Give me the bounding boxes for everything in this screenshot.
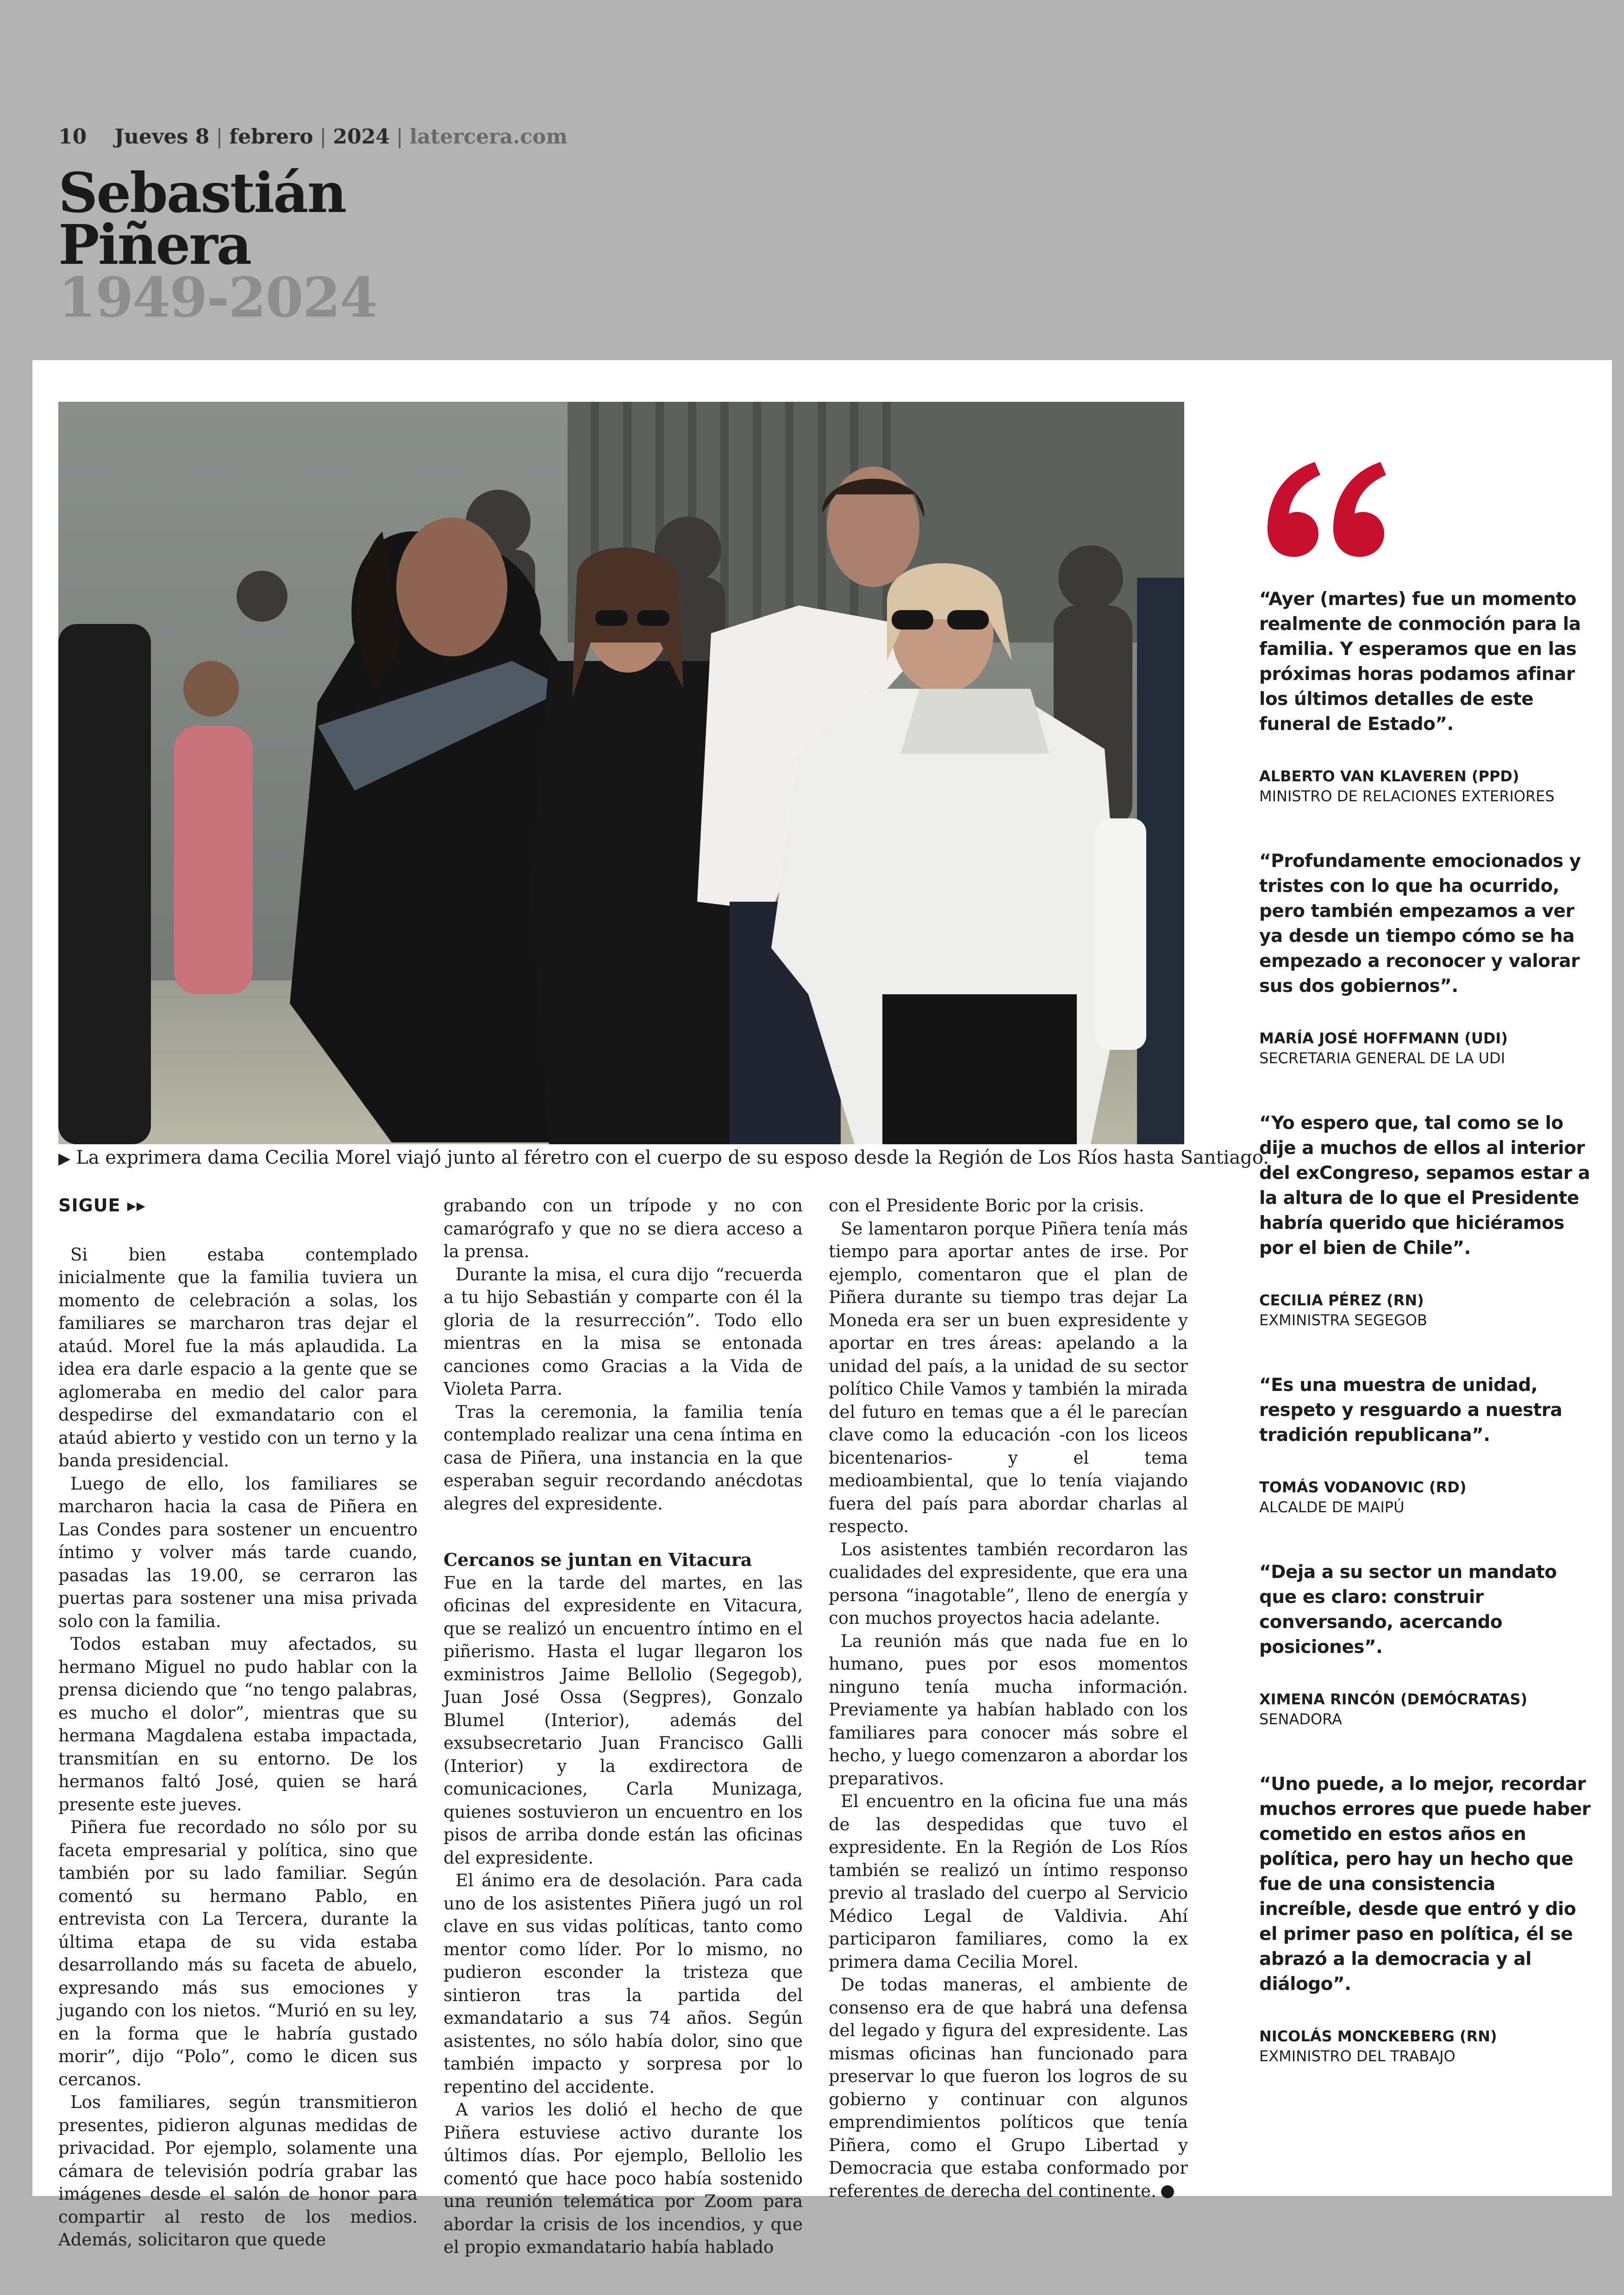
paragraph: Si bien estaba contemplado inicialmente que la familia tuviera un momento de celebración a solas, los familiares se marcharon tras dejar el ataúd. Morel fue la más aplaudida. La idea era darle espacio a la gente que se aglomeraba en medio del calor para despedirse del exmandatario con el ataúd abierto y vestido con un terno y la banda presidencial.	[58, 1244, 418, 1471]
paragraph: Fue en la tarde del martes, en las oficinas del expresidente en Vitacura, que se realizó un encuentro íntimo en el piñerismo. Hasta el lugar llegaron los exministros Jaime Bellolio (Segegob), Juan José Ossa (Segpres), Gonzalo Blumel (Interior), además del exsubsecretario Juan Francisco Galli (Interior) y la exdirectora de comunicaciones, Carla Munizaga, quienes sostuvieron un encuentro en los pisos de arriba donde están las oficinas del expresidente.	[443, 1572, 803, 1868]
folio-line: 10 Jueves 8 | febrero | 2024 | latercera.com	[58, 125, 568, 149]
quote-role: SECRETARIA GENERAL DE LA UDI	[1259, 1049, 1505, 1067]
photo-illustration	[58, 402, 1184, 1144]
paragraph: La reunión más que nada fue en lo humano, pues por esos momentos ninguno tenía mucha información. Previamente ya habían hablado con los familiares para conocer más sobre el hecho, y luego comenzaron a abordar los preparativos.	[829, 1631, 1188, 1789]
end-mark-icon	[1161, 2185, 1174, 2198]
headline-years: 1949-2024	[58, 265, 377, 330]
quote-author: CECILIA PÉREZ (RN)	[1259, 1291, 1424, 1309]
article-column-1	[58, 1194, 418, 2250]
quote-block	[1259, 1560, 1593, 1730]
article-column-2	[443, 1194, 803, 2257]
paragraph: Todos estaban muy afectados, su hermano Miguel no pudo hablar con la prensa diciendo que “no tengo palabras, es mucho el dolor”, mientras que su hermana Magdalena estaba impactada, transmitían en su entorno. De los hermanos faltó José, quien se hará presente este jueves.	[58, 1634, 418, 1815]
paragraph: Durante la misa, el cura dijo “recuerda a tu hijo Sebastián y comparte con él la gloria de la resurrección”. Todo ello mientras en la misa se entonada canciones como Gracias a la Vida de Violeta Parra.	[443, 1264, 803, 1399]
quote-author: TOMÁS VODANOVIC (RD)	[1259, 1478, 1467, 1496]
paragraph: A varios les dolió el hecho de que Piñera estuviese activo durante los últimos días. Por ejemplo, Bellolio les comentó que hace poco había sostenido una reunión telemática por Zoom para abordar la crisis de los incendios, y que el propio exmandatario había hablado	[443, 2100, 803, 2257]
article-column-3	[829, 1194, 1188, 2201]
quote-role: SENADORA	[1259, 1710, 1343, 1728]
caption-arrow-icon: ▶	[58, 1149, 71, 1168]
quote-author: MARÍA JOSÉ HOFFMANN (UDI)	[1259, 1029, 1508, 1047]
page-header	[58, 125, 568, 330]
article-sheet	[32, 360, 1612, 2257]
quote-text: “Yo espero que, tal como se lo dije a muchos de ellos al interior del exCongreso, sepamos estar a la altura de lo que el Presidente habría querido que hiciéramos por el bien de Chile”.	[1259, 1113, 1590, 1259]
subheading: Cercanos se juntan en Vitacura	[443, 1549, 752, 1570]
paragraph: Piñera fue recordado no sólo por su faceta empresarial y política, sino que también por su lado familiar. Según comentó su hermano Pablo, en entrevista con La Tercera, durante la última etapa de su vida estaba desarrollando más su faceta de abuelo, expresando más sus emociones y jugando con los nietos. “Murió en su ley, en la forma que le habría gustado morir”, dijo “Polo”, como le dicen sus cercanos.	[58, 1817, 418, 2089]
paragraph: grabando con un trípode y no con camarógrafo y que no se diera acceso a la prensa.	[443, 1196, 803, 1261]
sigue-label: SIGUE ▸▸	[58, 1195, 146, 1216]
photo-caption	[58, 1147, 1269, 1168]
date-day: Jueves 8	[114, 125, 210, 149]
quote-block	[1259, 1111, 1593, 1331]
headline-line-2: Piñera	[58, 212, 251, 277]
paragraph	[829, 1973, 1188, 2202]
quote-role: ALCALDE DE MAIPÚ	[1259, 1498, 1405, 1516]
caption-text: La exprimera dama Cecilia Morel viajó junto al féretro con el cuerpo de su esposo desde la Región de Los Ríos hasta Santiago.	[76, 1147, 1269, 1168]
paragraph: con el Presidente Boric por la crisis.	[829, 1196, 1144, 1216]
quote-author: XIMENA RINCÓN (DEMÓCRATAS)	[1259, 1690, 1528, 1708]
paragraph: El ánimo era de desolación. Para cada uno de los asistentes Piñera jugó un rol clave en sus vidas políticas, tanto como mentor como líder. Por lo mismo, no pudieron esconder la tristeza que sintieron tras la partida del exmandatario a sus 74 años. Según asistentes, no sólo había dolor, sino que también impacto y sorpresa por lo repentino del accidente.	[443, 1871, 803, 2097]
quote-block	[1259, 1373, 1593, 1518]
paragraph: Luego de ello, los familiares se marcharon hacia la casa de Piñera en Las Condes para sostener un encuentro íntimo y volver más tarde cuando, pasadas las 19.00, se cerraron las puertas para sostener una misa privada solo con la familia.	[58, 1473, 418, 1631]
site-name: latercera.com	[409, 125, 568, 149]
date-year: 2024	[333, 125, 390, 149]
quote-author: NICOLÁS MONCKEBERG (RN)	[1259, 2027, 1497, 2045]
quote-block	[1259, 849, 1593, 1069]
quote-mark-icon	[1259, 453, 1389, 559]
headline-line-1: Sebastián	[58, 161, 346, 225]
paragraph: Los asistentes también recordaron las cualidades del expresidente, que era una persona “inagotable”, lleno de energía y con muchos proyectos hacia adelante.	[829, 1539, 1188, 1628]
page-number: 10	[58, 125, 87, 149]
paragraph: El encuentro en la oficina fue una más de las despedidas que tuvo el expresidente. En la Región de Los Ríos también se realizó un íntimo responso previo al traslado del cuerpo al Servicio Médico Legal de Valdivia. Ahí participaron familiares, como la ex primera dama Cecilia Morel.	[829, 1791, 1188, 1972]
paragraph: Los familiares, según transmitieron presentes, pidieron algunas medidas de privacidad. Por ejemplo, solamente una cámara de televisión podría grabar las imágenes desde el salón de honor para compartir al resto de los medios. Además, solicitaron que quede	[58, 2092, 418, 2250]
quotes-sidebar	[1259, 453, 1593, 2109]
quote-text: “Ayer (martes) fue un momento realmente de conmoción para la familia. Y esperamos que en las próximas horas podamos afinar los últimos detalles de este funeral de Estado”.	[1259, 589, 1581, 735]
quote-block	[1259, 587, 1593, 807]
article-body	[58, 1194, 1188, 2257]
quote-role: MINISTRO DE RELACIONES EXTERIORES	[1259, 787, 1555, 805]
paragraph: Tras la ceremonia, la familia tenía contemplado realizar una cena íntima en casa de Piñera, una instancia en la que esperaban seguir recordando anécdotas alegres del expresidente.	[443, 1402, 803, 1514]
quote-text: “Uno puede, a lo mejor, recordar muchos errores que puede haber cometido en estos años en política, pero hay un hecho que fue de una consistencia increíble, desde que entró y dio el primer paso en política, él se abrazó a la democracia y al diálogo”.	[1259, 1774, 1591, 1995]
quote-text: “Es una muestra de unidad, respeto y resguardo a nuestra tradición republicana”.	[1259, 1375, 1562, 1446]
headline	[58, 161, 568, 277]
date-month: febrero	[229, 125, 313, 149]
quote-author: ALBERTO VAN KLAVEREN (PPD)	[1259, 767, 1519, 785]
quote-role: EXMINISTRA SEGEGOB	[1259, 1311, 1427, 1329]
main-photo	[58, 402, 1184, 1144]
quote-text: “Profundamente emocionados y tristes con lo que ha ocurrido, pero también empezamos a ver ya desde un tiempo cómo se ha empezado a reconocer y valorar sus dos gobiernos”.	[1259, 851, 1581, 997]
quote-role: EXMINISTRO DEL TRABAJO	[1259, 2047, 1455, 2065]
paragraph: Se lamentaron porque Piñera tenía más tiempo para aportar antes de irse. Por ejemplo, comentaron que el plan de Piñera durante su tiempo tras dejar La Moneda era ser un buen expresidente y aportar en tres áreas: apelando a la unidad del país, a la unidad de su sector político Chile Vamos y también la mirada del futuro en temas que a él le parecían clave como la educación -con los liceos bicentenarios- y el tema medioambiental, que lo tenía viajando fuera del país para abordar charlas al respecto.	[829, 1218, 1188, 1536]
paragraph-text: De todas maneras, el ambiente de consenso era de que habrá una defensa del legado y figura del expresidente. Las mismas oficinas han funcionado para preservar lo que fueron los logros de su gobierno y continuar con algunos emprendimientos políticos que tenía Piñera, como el Grupo Libertad y Democracia que estaba conformado por referentes de derecha del continente.	[829, 1975, 1188, 2201]
quote-text: “Deja a su sector un mandato que es claro: construir conversando, acercando posiciones”.	[1259, 1562, 1557, 1658]
quote-block	[1259, 1772, 1593, 2067]
